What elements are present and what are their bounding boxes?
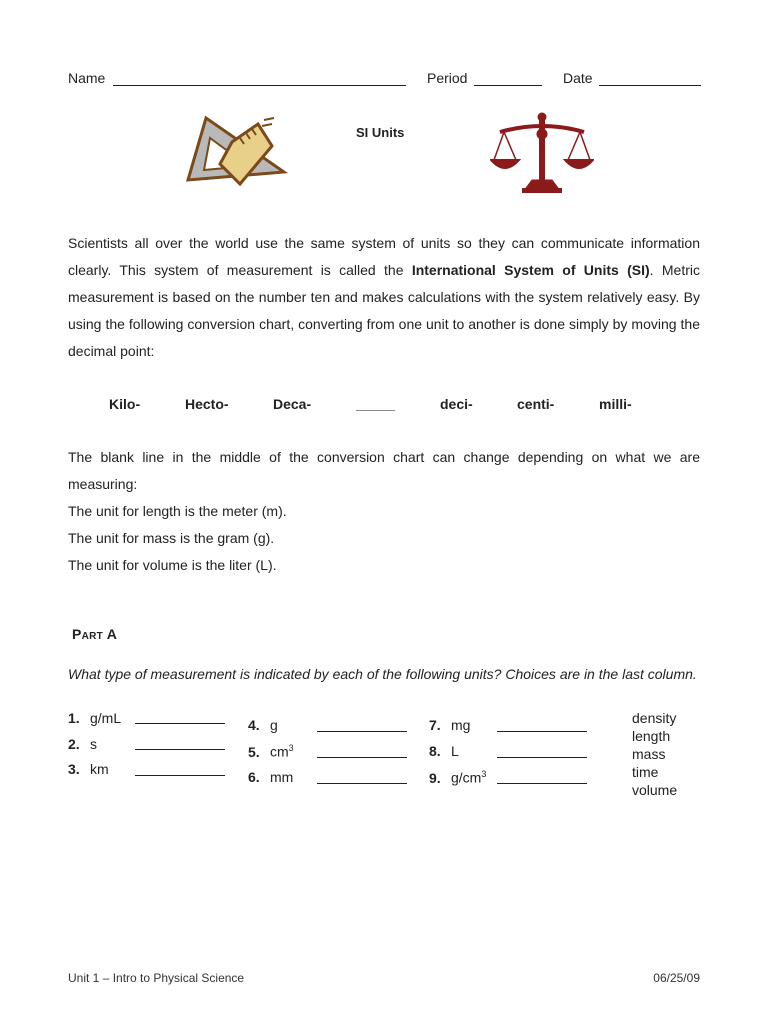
prefix-deci: deci- (440, 396, 473, 412)
part-a-instructions: What type of measurement is indicated by each of the following units? Choices are in the last column. (68, 666, 697, 682)
mass-unit-text: The unit for mass is the gram (g). (68, 530, 275, 546)
answer-2-field[interactable] (135, 749, 225, 750)
date-field[interactable] (599, 85, 701, 86)
question-5: 5. $cm^3$ (248, 743, 294, 760)
question-3: 3. km (68, 761, 109, 777)
date-label: Date (563, 70, 593, 86)
answer-3-field[interactable] (135, 775, 225, 776)
prefix-blank: _____ (356, 396, 395, 412)
footer-date: 06/25/09 (653, 971, 700, 985)
answer-1-field[interactable] (135, 723, 225, 724)
part-a-heading: Part A (72, 626, 118, 642)
explanation-text: The blank line in the middle of the conversion chart can change depending on what we are measuring: (68, 449, 700, 492)
footer-unit-label: Unit 1 – Intro to Physical Science (68, 971, 245, 985)
question-8: 8. L (429, 743, 459, 759)
answer-5-field[interactable] (317, 757, 407, 758)
ruler-triangle-icon (184, 112, 288, 190)
question-2: 2. s (68, 736, 97, 752)
choice-density: density (632, 710, 677, 726)
name-field[interactable] (113, 85, 406, 86)
prefix-centi: centi- (517, 396, 555, 412)
length-unit-text: The unit for length is the meter (m). (68, 503, 287, 519)
question-1: 1. g/mL (68, 710, 122, 726)
answer-7-field[interactable] (497, 731, 587, 732)
balance-scale-icon (490, 110, 594, 196)
question-7: 7. mg (429, 717, 471, 733)
answer-4-field[interactable] (317, 731, 407, 732)
question-4: 4. g (248, 717, 278, 733)
prefix-deca: Deca- (273, 396, 312, 412)
choice-time: time (632, 764, 659, 780)
prefix-hecto: Hecto- (185, 396, 229, 412)
period-label: Period (427, 70, 468, 86)
period-field[interactable] (474, 85, 542, 86)
question-9: 9. $g/cm^3$ (429, 769, 487, 786)
volume-unit-text: The unit for volume is the liter (L). (68, 557, 277, 573)
choice-length: length (632, 728, 671, 744)
answer-8-field[interactable] (497, 757, 587, 758)
choice-mass: mass (632, 746, 666, 762)
intro-paragraph: Scientists all over the world use the same system of units so they can communicate information clearly. This system of measurement is called the International System of Units (SI). Metric measurement is based on the number ten and makes calculations with the system relatively easy. By using the following conversion chart, converting from one unit to another is done simply by moving the decimal point: (68, 235, 700, 359)
page-title: SI Units (356, 125, 405, 140)
choice-volume: volume (632, 782, 678, 798)
answer-9-field[interactable] (497, 783, 587, 784)
prefix-milli: milli- (599, 396, 632, 412)
answer-6-field[interactable] (317, 783, 407, 784)
question-6: 6. mm (248, 769, 294, 785)
prefix-kilo: Kilo- (109, 396, 141, 412)
name-label: Name (68, 70, 106, 86)
